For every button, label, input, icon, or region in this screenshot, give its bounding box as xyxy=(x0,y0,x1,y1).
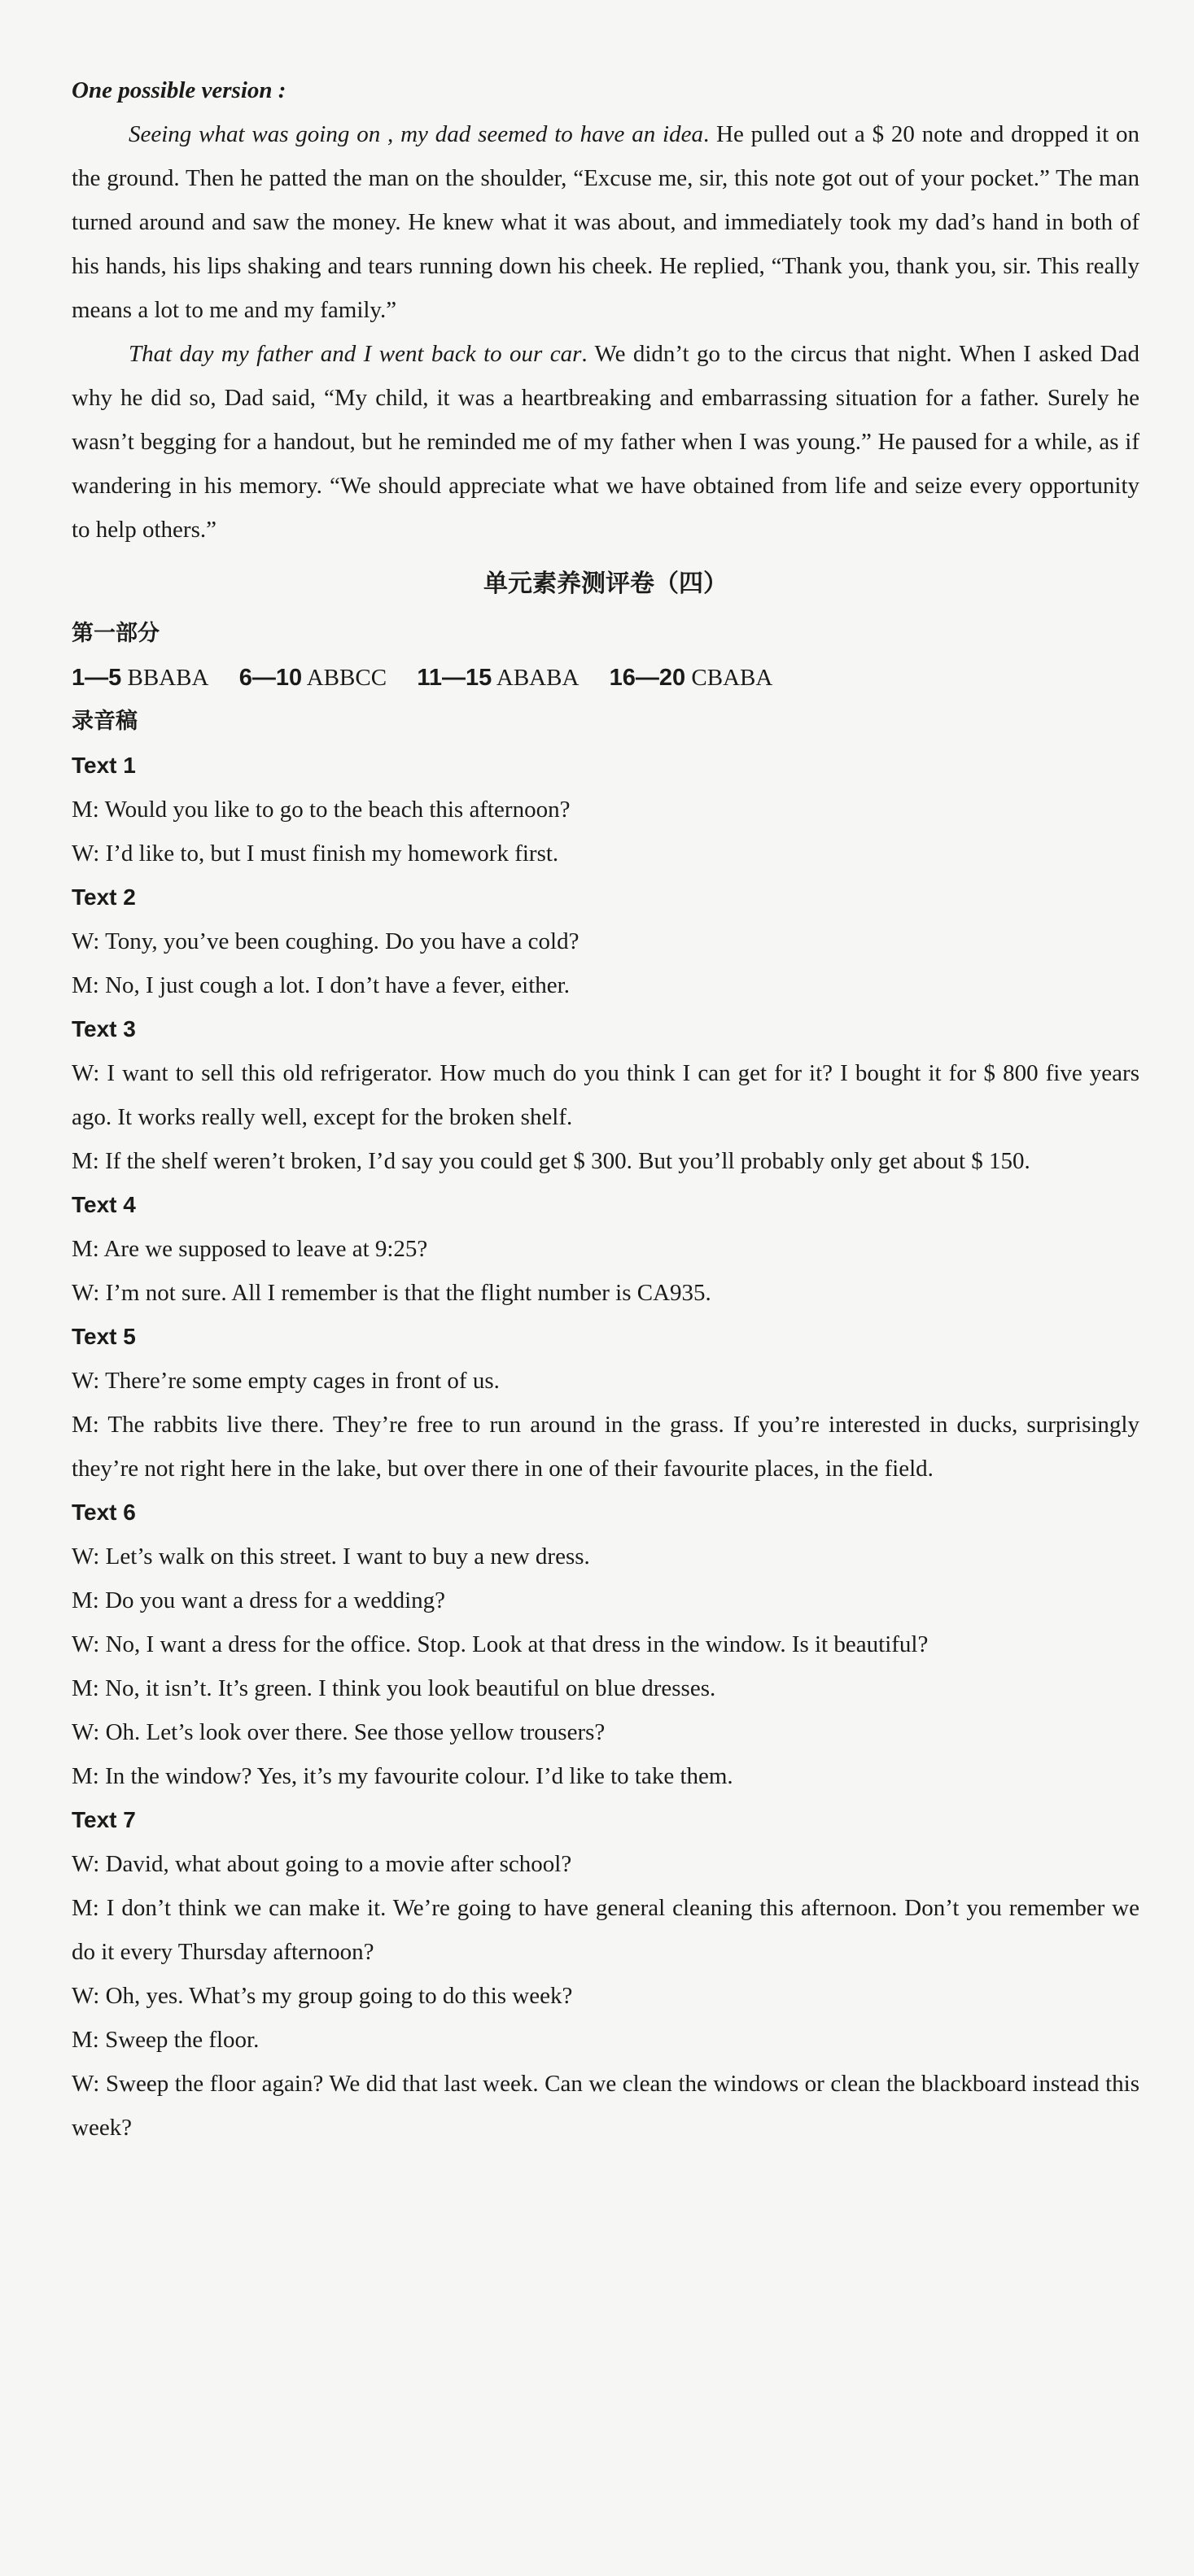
dialogue-line: W: Let’s walk on this street. I want to buy a new dress. xyxy=(72,1543,590,1570)
dialogue-line: W: I’m not sure. All I remember is that the flight number is CA935. xyxy=(72,1280,711,1306)
dialogue-line: W: Sweep the floor again? We did that last week. Can we clean the windows or clean the blackboard instead this week? xyxy=(72,2071,1139,2141)
dialogue-line: W: Tony, you’ve been coughing. Do you have a cold? xyxy=(72,928,580,954)
dialogue-line: W: I want to sell this old refrigerator. How much do you think I can get for it? I bought it for $ 800 five years ago. It works really well, except for the broken shelf. xyxy=(72,1060,1139,1130)
unit-title: 单元素养测评卷（四） xyxy=(483,570,728,598)
essay-paragraph-2 xyxy=(72,332,1139,552)
dialogue-line: M: Would you like to go to the beach this afternoon? xyxy=(72,797,571,823)
essay-para1-rest: . He pulled out a $ 20 note and dropped it on the ground. Then he patted the man on the shoulder, “Excuse me, sir, this note got out of your pocket.” The man turned around and saw the money. He knew what it was about, and immediately took my dad’s hand in both of his hands, his lips shaking and tears running down his cheek. He replied, “Thank you, thank you, sir. This really means a lot to me and my family.” xyxy=(72,121,1139,323)
answer-letters: ABBCC xyxy=(306,665,387,691)
essay-para1-italic: Seeing what was going on , my dad seemed to have an idea xyxy=(129,121,703,147)
text-2-title: Text 2 xyxy=(72,884,136,910)
answer-group xyxy=(417,665,579,691)
answer-range: 16—20 xyxy=(609,665,686,691)
text-4-title: Text 4 xyxy=(72,1192,136,1217)
answer-range: 6—10 xyxy=(238,665,303,691)
dialogue-line: W: There’re some empty cages in front of us. xyxy=(72,1368,500,1394)
dialogue-line: W: No, I want a dress for the office. Stop. Look at that dress in the window. Is it beautiful? xyxy=(72,1631,929,1657)
text-7-title: Text 7 xyxy=(72,1807,136,1832)
answer-letters: BBABA xyxy=(127,665,209,691)
dialogue-line: W: I’d like to, but I must finish my homework first. xyxy=(72,840,559,867)
dialogue-line: M: In the window? Yes, it’s my favourite colour. I’d like to take them. xyxy=(72,1763,733,1789)
essay-paragraph-1 xyxy=(72,112,1139,332)
dialogue-line: M: Do you want a dress for a wedding? xyxy=(72,1587,446,1613)
text-6-title: Text 6 xyxy=(72,1500,136,1525)
essay-para2-rest: . We didn’t go to the circus that night. When I asked Dad why he did so, Dad said, “My child, it was a heartbreaking and embarrassing situation for a father. Surely he wasn’t begging for a handout, but he reminded me of my father when I was young.” He paused for a while, as if wandering in his memory. “We should appreciate what we have obtained from life and seize every opportunity to help others.” xyxy=(72,341,1139,543)
dialogue-line: M: Are we supposed to leave at 9:25? xyxy=(72,1236,428,1262)
document-body xyxy=(72,68,1139,2150)
dialogue-line: W: Oh. Let’s look over there. See those yellow trousers? xyxy=(72,1719,606,1745)
answer-letters: CBABA xyxy=(691,665,773,691)
dialogue-line: M: Sweep the floor. xyxy=(72,2027,260,2053)
dialogue-line: M: The rabbits live there. They’re free to run around in the grass. If you’re interested in ducks, surprisingly they’re not right here in the lake, but over there in one of their favourite places, in the field. xyxy=(72,1412,1139,1482)
part-title: 第一部分 xyxy=(72,621,160,646)
answer-letters: ABABA xyxy=(496,665,580,691)
text-5-title: Text 5 xyxy=(72,1324,136,1349)
dialogue-line: M: If the shelf weren’t broken, I’d say you could get $ 300. But you’ll probably only get about $ 150. xyxy=(72,1148,1030,1174)
answer-group xyxy=(610,665,773,691)
dialogue-line: M: I don’t think we can make it. We’re going to have general cleaning this afternoon. Don’t you remember we do it every Thursday afternoon? xyxy=(72,1895,1139,1965)
answer-range: 1—5 xyxy=(72,665,122,691)
text-3-title: Text 3 xyxy=(72,1016,136,1041)
answer-group xyxy=(72,665,208,691)
text-1-title: Text 1 xyxy=(72,753,136,778)
essay-para2-italic: That day my father and I went back to our car xyxy=(129,341,582,367)
answer-range: 11—15 xyxy=(417,665,492,691)
essay-heading: One possible version : xyxy=(72,77,286,103)
dialogue-line: M: No, I just cough a lot. I don’t have a fever, either. xyxy=(72,972,570,998)
answer-key xyxy=(72,656,1139,700)
transcript-title: 录音稿 xyxy=(72,709,138,734)
dialogue-line: M: No, it isn’t. It’s green. I think you look beautiful on blue dresses. xyxy=(72,1675,716,1701)
dialogue-line: W: David, what about going to a movie after school? xyxy=(72,1851,572,1877)
answer-group xyxy=(239,665,387,691)
dialogue-line: W: Oh, yes. What’s my group going to do this week? xyxy=(72,1983,573,2009)
